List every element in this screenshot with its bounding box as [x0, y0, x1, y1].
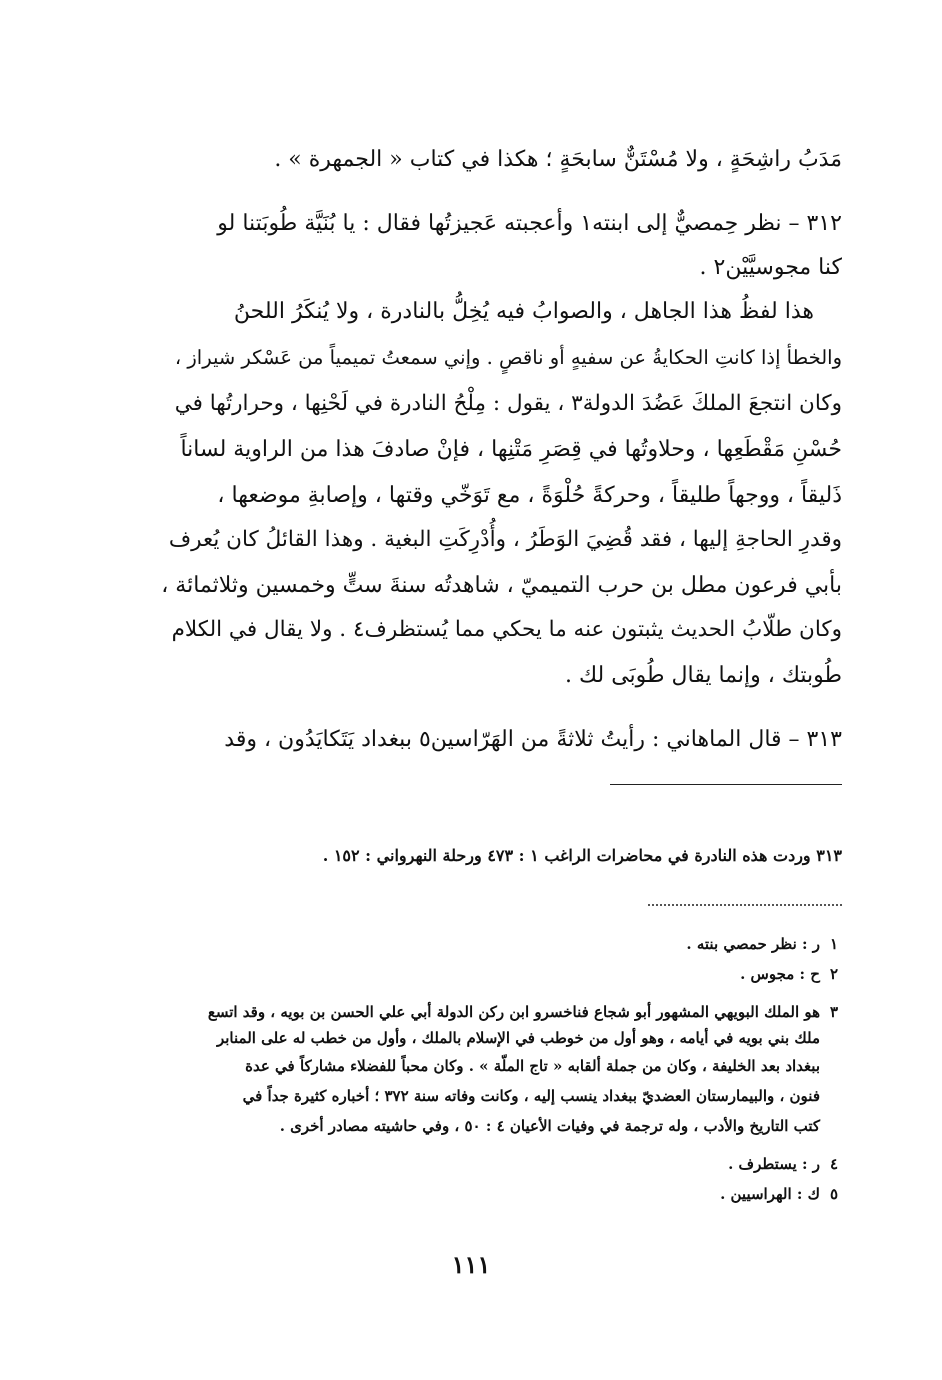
footnote-3-cont-4 — [190, 1116, 842, 1136]
footnote-mark: ١ — [829, 935, 839, 953]
dotted-separator — [648, 904, 842, 906]
body-line-4: هذا لفظُ هذا الجاهل ، والصوابُ فيه يُخِلُّ بالنادرة ، ولا يُنكَرُ اللحنُ — [233, 299, 814, 324]
footnote-5 — [190, 1184, 842, 1204]
footnote-mark: ٥ — [829, 1185, 839, 1203]
footnote-2 — [190, 964, 842, 984]
body-line-9: وقدرِ الحاجةِ إليها ، فقد قُضِيَ الوَطَرُ ، وأُدْرِكَتِ البغية . وهذا القائلُ كان يُعرف — [168, 527, 842, 552]
body-line-11: وكان طلّابُ الحديث يثبتون عنه ما يحكي مما يُستظرف٤ . ولا يقال في الكلام — [171, 617, 842, 642]
footnote-text: ر : نظر حمصي بنته . — [686, 935, 820, 953]
entry-312-line-1: ٣١٢ – نظر حِمصيٌّ إلى ابنته١ وأعجبته عَجيزتُها فقال : يا بُنَيَّة طُوبَتنا لو — [217, 211, 842, 236]
body-line-6: وكان انتجعَ الملكَ عَضُدَ الدولة٣ ، يقول : مِلْحُ النادرة في لَحْنِها ، وحرارتُها في — [174, 391, 842, 416]
footnote-1 — [190, 934, 842, 954]
body-line-1: مَدَبُ راشِحَةٍ ، ولا مُسْتَنٌّ سابحَةٍ ؛ هكذا في كتاب « الجمهرة » . — [274, 147, 842, 172]
footnote-separator — [610, 784, 842, 785]
page-number: ١١١ — [451, 1250, 491, 1279]
body-line-10: بأبي فرعون مطل بن حرب التميميّ ، شاهدتُه سنةَ ستٍّ وخمسين وثلاثمائة ، — [161, 573, 842, 598]
footnote-3-cont-3 — [190, 1086, 842, 1106]
footnote-text: فنون ، والبيمارستان العضديّ ببغداد ينسب إليه ، وكانت وفاته سنة ٣٧٢ ؛ أخباره كثيرة جداً في — [242, 1087, 820, 1105]
footnote-text: كتب التاريخ والأدب ، وله ترجمة في وفيات الأعيان ٤ : ٥٠ ، وفي حاشيته مصادر أخرى . — [279, 1117, 820, 1135]
footnote-4 — [190, 1154, 842, 1174]
footnote-text: ح : مجوس . — [740, 965, 820, 983]
footnote-text: ك : الهراسيين . — [720, 1185, 820, 1203]
body-line-12: طُوبتك ، وإنما يقال طُوبَى لك . — [564, 663, 842, 688]
entry-313-line-1: ٣١٣ – قال الماهاني : رأيتُ ثلاثةً من الهَرّاسين٥ ببغداد يَتَكايَدُون ، وقد — [224, 727, 842, 752]
footnote-text: ر : يستطرف . — [728, 1155, 820, 1173]
footnote-3-cont-1 — [190, 1028, 842, 1048]
entry-312-line-2: كنا مجوسيَّيْن٢ . — [699, 255, 842, 280]
body-line-5: والخطأ إذا كانتِ الحكايةُ عن سفيهٍ أو ناقصٍ . وإني سمعتُ تميمياً من عَسْكر شيراز ، — [174, 346, 842, 369]
footnote-text: هو الملك البويهي المشهور أبو شجاع فناخسرو ابن ركن الدولة أبي علي الحسن بن بويه ، وقد اتسع — [207, 1003, 820, 1021]
body-line-7: حُسْنِ مَقْطَعِها ، وحلاوتُها في قِصَرِ مَتْنِها ، فإنْ صادفَ هذا من الراوية لساناً — [180, 437, 842, 462]
source-note: ٣١٣ وردت هذه النادرة في محاضرات الراغب ١ : ٤٧٣ ورحلة النهرواني : ١٥٢ . — [322, 846, 842, 865]
body-line-8: ذَليقاً ، ووجهاً طليقاً ، وحركةً حُلْوَةً ، مع تَوَخّي وقتها ، وإصابةِ موضعها ، — [217, 483, 842, 508]
footnote-mark: ٢ — [829, 965, 839, 983]
footnote-text: ببغداد بعد الخليفة ، وكان من جملة ألقابه « تاج الملّة » . وكان محباً للفضلاء مشاركاً في عدة — [245, 1057, 820, 1075]
footnote-3 — [190, 1002, 842, 1022]
footnote-mark: ٤ — [829, 1155, 839, 1173]
footnote-mark: ٣ — [829, 1003, 839, 1021]
footnote-3-cont-2 — [190, 1056, 842, 1076]
footnote-text: ملك بني بويه في أيامه ، وهو أول من خوطب في الإسلام بالملك ، وأول من خطب له على المنابر — [216, 1029, 820, 1047]
